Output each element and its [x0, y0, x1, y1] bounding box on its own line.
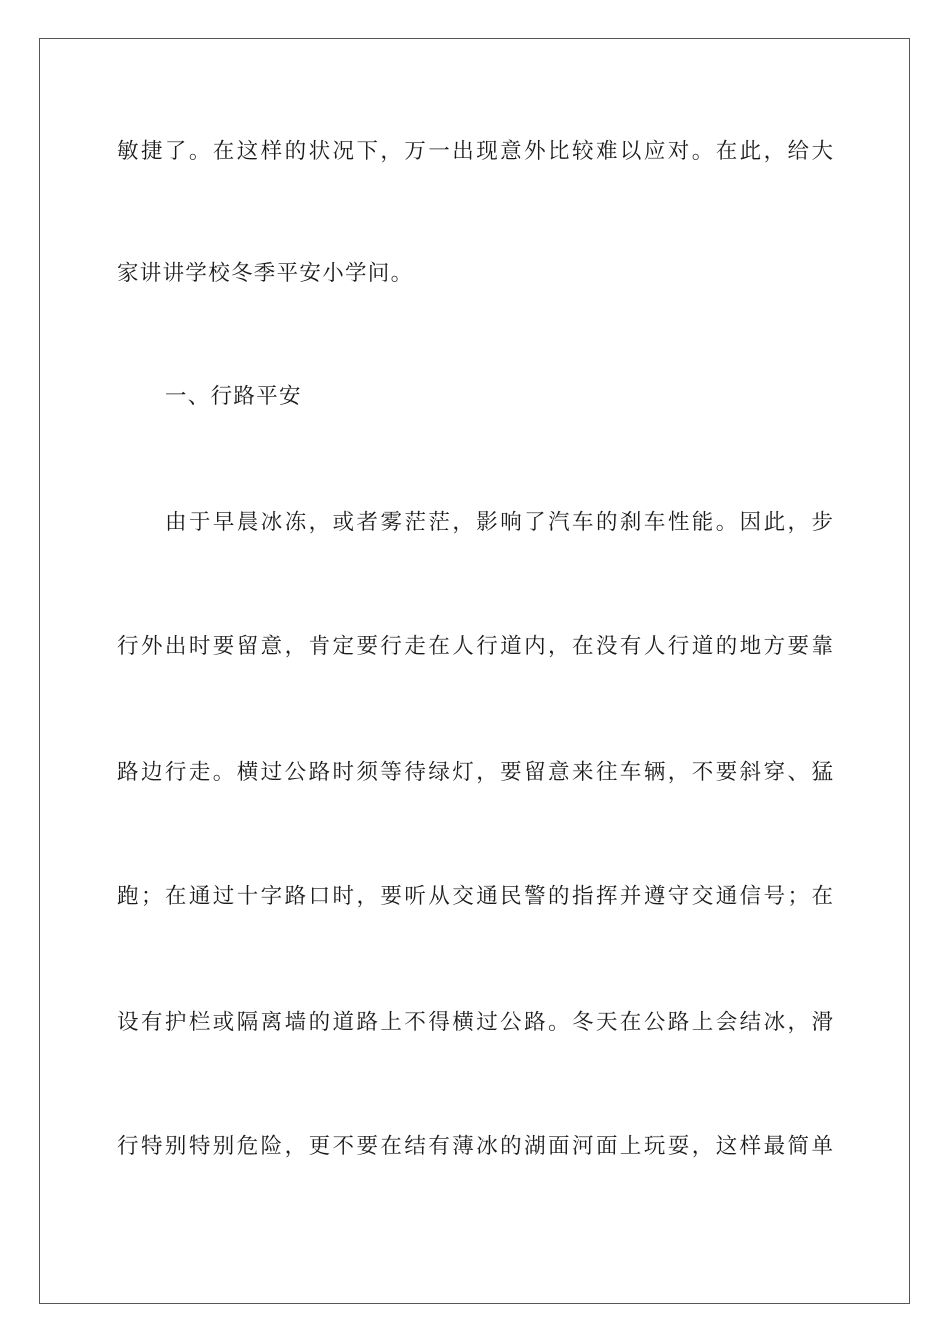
- paragraph-line: 行外出时要留意，肯定要行走在人行道内，在没有人行道的地方要靠: [117, 634, 833, 659]
- paragraph-line: 跑；在通过十字路口时，要听从交通民警的指挥并遵守交通信号；在: [117, 884, 833, 909]
- page-border: [39, 38, 910, 1304]
- paragraph-line: 路边行走。横过公路时须等待绿灯，要留意来往车辆，不要斜穿、猛: [117, 760, 833, 785]
- paragraph-line: 由于早晨冰冻，或者雾茫茫，影响了汽车的刹车性能。因此，步: [165, 510, 833, 535]
- paragraph-line: 设有护栏或隔离墙的道路上不得横过公路。冬天在公路上会结冰，滑: [117, 1010, 833, 1035]
- paragraph-line: 家讲讲学校冬季平安小学问。: [117, 261, 414, 286]
- paragraph-line: 敏捷了。在这样的状况下，万一出现意外比较难以应对。在此，给大: [117, 139, 833, 164]
- paragraph-line: 行特别特别危险，更不要在结有薄冰的湖面河面上玩耍，这样最简单: [117, 1134, 833, 1159]
- section-heading: 一、行路平安: [165, 384, 302, 409]
